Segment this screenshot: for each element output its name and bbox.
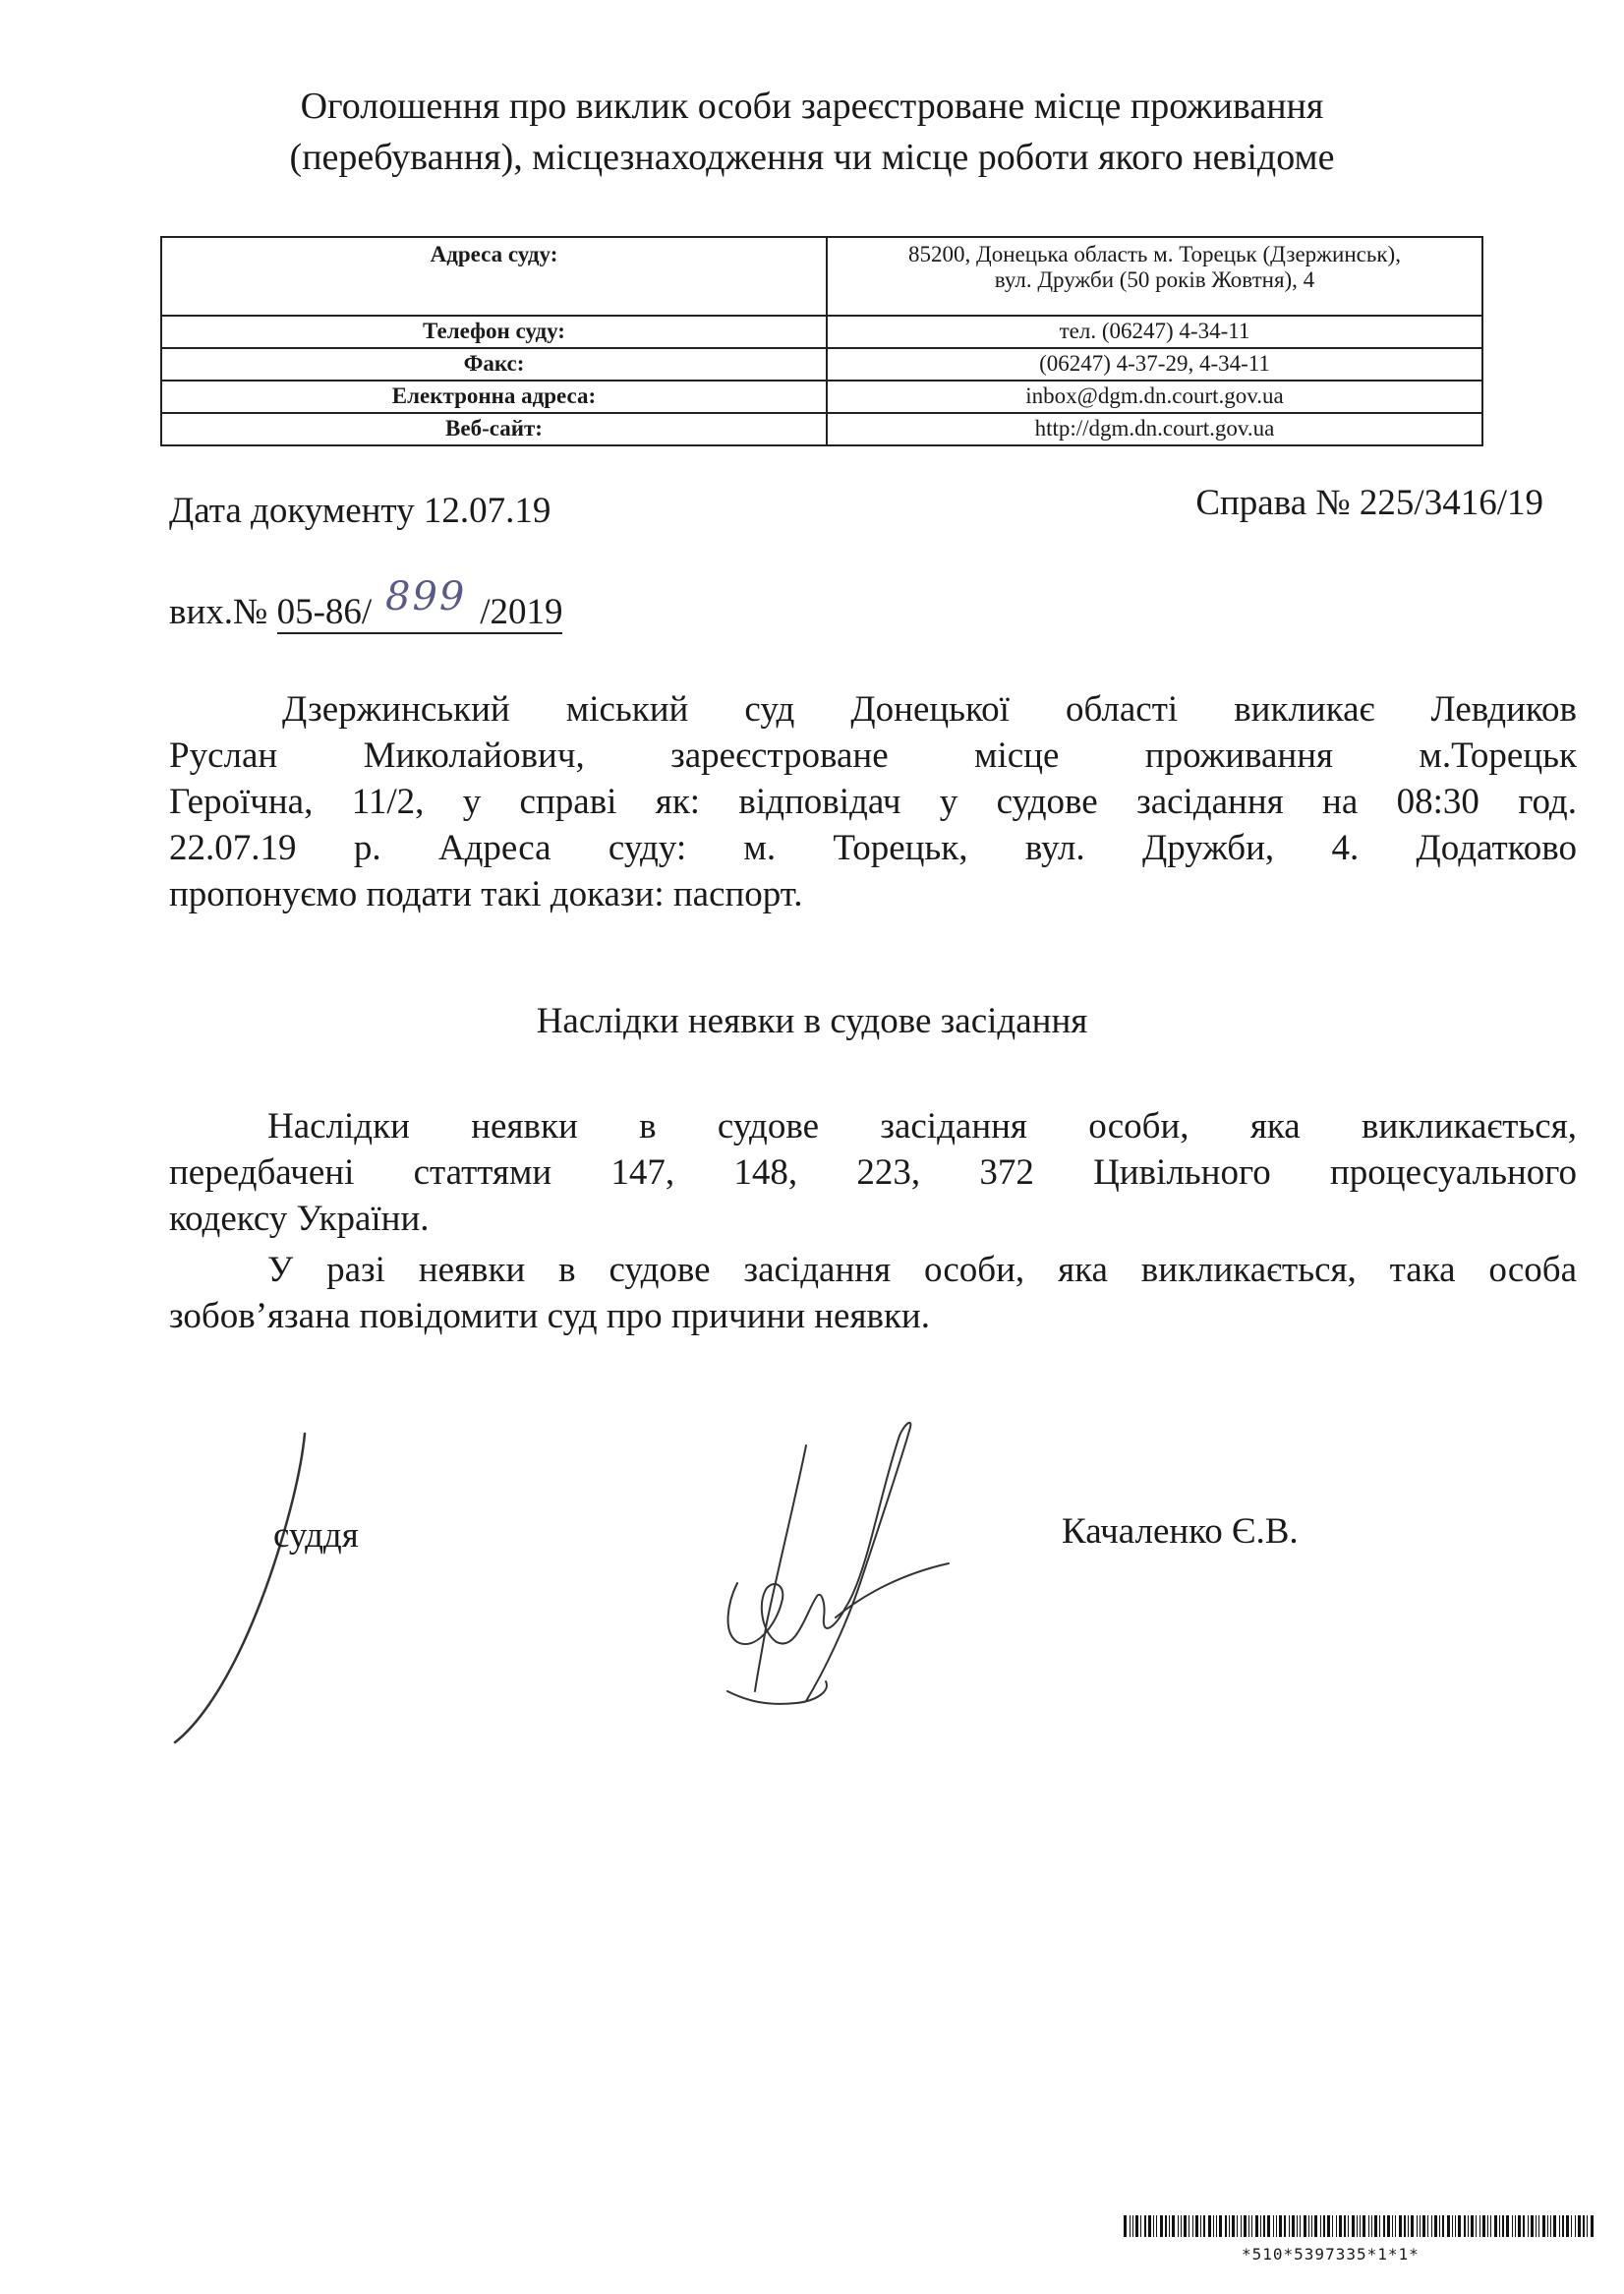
signature-role: суддя [273, 1515, 359, 1556]
barcode-bar [1538, 2215, 1539, 2237]
barcode-bar [1587, 2215, 1588, 2237]
barcode-bar [1172, 2215, 1175, 2237]
barcode-bar [1566, 2215, 1569, 2237]
barcode-bar [1304, 2215, 1306, 2237]
barcode-bar [1458, 2215, 1461, 2237]
signature-slash-mark [167, 1426, 324, 1750]
fax-value: (06247) 4-37-29, 4-34-11 [827, 348, 1482, 381]
barcode-bar [1471, 2215, 1474, 2237]
barcode-bar [1263, 2215, 1265, 2237]
barcode-bar [1289, 2215, 1290, 2237]
barcode-bar [1153, 2215, 1154, 2237]
barcode-bar [1531, 2215, 1534, 2237]
barcode-bar [1332, 2215, 1333, 2237]
barcode-bar [1314, 2215, 1317, 2237]
barcode-bar [1184, 2215, 1187, 2237]
website-label: Веб-сайт: [161, 413, 827, 445]
barcode-bar [1487, 2215, 1488, 2237]
barcode-bar [1512, 2215, 1513, 2237]
handwritten-number: 899 [385, 574, 467, 619]
barcode-bar [1515, 2215, 1516, 2237]
barcode-bar [1536, 2215, 1537, 2237]
barcode-bar [1357, 2215, 1358, 2237]
barcode-bar [1434, 2215, 1437, 2237]
barcode-bar [1494, 2215, 1497, 2237]
barcode-bar [1404, 2215, 1406, 2237]
barcode-bar [1276, 2215, 1277, 2237]
consequences-heading: Наслідки неявки в судове засідання [536, 1001, 1088, 1041]
barcode-bar [1452, 2215, 1453, 2237]
barcode-bar [1165, 2215, 1167, 2237]
judge-name: Качаленко Є.В. [1062, 1511, 1299, 1552]
barcode-bar [1431, 2215, 1432, 2237]
phone-value: тел. (06247) 4-34-11 [827, 316, 1482, 348]
barcode-bar [1447, 2215, 1450, 2237]
summons-line-3: Героїчна, 11/2, у справі як: відповідач у судове засідання на 08:30 год. [169, 782, 1577, 822]
barcode-bar [1323, 2215, 1325, 2237]
handwritten-signature [708, 1406, 963, 1721]
barcode-bar [1476, 2215, 1477, 2237]
barcode-bar [1169, 2215, 1170, 2237]
consequences-p2-line-2: зобов’язана повідомити суд про причини неявки. [169, 1296, 930, 1336]
barcode-bar [1225, 2215, 1227, 2237]
barcode-bar [1241, 2215, 1242, 2237]
barcode-bar [1363, 2215, 1365, 2237]
barcode-bar [1506, 2215, 1509, 2237]
barcode-bar [1339, 2215, 1342, 2237]
address-line-1: 85200, Донецька область м. Торецьк (Дзержинськ), [908, 242, 1401, 266]
barcode-bar [1371, 2215, 1372, 2237]
barcode-bar [1360, 2215, 1361, 2237]
barcode-bar [1528, 2215, 1529, 2237]
barcode-bar [1140, 2215, 1141, 2237]
barcode-bar [1203, 2215, 1205, 2237]
barcode-bar [1344, 2215, 1346, 2237]
barcode-bar [1411, 2215, 1414, 2237]
barcode-bar [1144, 2215, 1146, 2237]
barcode-bar [1490, 2215, 1491, 2237]
barcode-bar [1455, 2215, 1456, 2237]
barcode-bar [1439, 2215, 1440, 2237]
barcode-bar [1320, 2215, 1321, 2237]
barcode-bar [1232, 2215, 1235, 2237]
case-number: Справа № 225/3416/19 [1195, 483, 1543, 523]
barcode-bar [1502, 2215, 1504, 2237]
consequences-p1-line-1: Наслідки неявки в судове засідання особи, яка викликається, [267, 1106, 1577, 1147]
outgoing-number [169, 574, 563, 633]
barcode-bar [1132, 2215, 1133, 2237]
barcode-bar [1420, 2215, 1421, 2237]
address-line-2: вул. Дружби (50 років Жовтня), 4 [994, 267, 1315, 292]
barcode-bar [1178, 2215, 1179, 2237]
table-row [161, 237, 1482, 316]
barcode-bar [1482, 2215, 1485, 2237]
barcode-bar [1518, 2215, 1521, 2237]
barcode-bar [1213, 2215, 1214, 2237]
barcode-bar [1156, 2215, 1157, 2237]
barcode-bar [1479, 2215, 1480, 2237]
table-row [161, 413, 1482, 445]
barcode-bar [1219, 2215, 1222, 2237]
barcode-bar [1327, 2215, 1330, 2237]
court-info-table [160, 236, 1483, 446]
barcode-bar [1284, 2215, 1286, 2237]
barcode-bar [1559, 2215, 1560, 2237]
barcode-bar [1542, 2215, 1545, 2237]
barcode-bar [1130, 2215, 1131, 2237]
consequences-paragraph-1 [169, 1103, 1577, 1242]
table-row [161, 316, 1482, 348]
table-row [161, 348, 1482, 381]
outgoing-number-start: 05-86/ [276, 592, 373, 632]
consequences-paragraph-2 [169, 1247, 1577, 1339]
barcode-bar [1523, 2215, 1525, 2237]
barcode-bar [1260, 2215, 1261, 2237]
barcode-bar [1308, 2215, 1309, 2237]
summons-line-2: Руслан Миколайович, зареєстроване місце проживання м.Торецьк [169, 735, 1577, 776]
title-line-1: Оголошення про виклик особи зареєстроване місце проживання [300, 86, 1324, 127]
barcode-bar [1292, 2215, 1295, 2237]
barcode-bar [1311, 2215, 1312, 2237]
address-value [827, 237, 1482, 316]
barcode-text: *510*5397335*1*1* [1242, 2245, 1420, 2264]
barcode-bar [1550, 2215, 1551, 2237]
barcode-bar [1148, 2215, 1151, 2237]
barcode-bar [1273, 2215, 1274, 2237]
outgoing-number-field [276, 574, 563, 634]
barcode-bar [1591, 2215, 1594, 2237]
barcode-bar [1255, 2215, 1258, 2237]
barcode-bar [1422, 2215, 1425, 2237]
outgoing-number-end: /2019 [480, 592, 563, 632]
barcode-bar [1553, 2215, 1556, 2237]
barcode-bar [1267, 2215, 1270, 2237]
address-label: Адреса суду: [161, 237, 827, 316]
barcode-bar [1427, 2215, 1428, 2237]
fax-label: Факс: [161, 348, 827, 381]
barcode-bar [1229, 2215, 1230, 2237]
barcode-bar [1374, 2215, 1377, 2237]
barcode-bar [1464, 2215, 1466, 2237]
barcode-bar [1583, 2215, 1585, 2237]
barcode-bar [1408, 2215, 1409, 2237]
barcode-bar [1336, 2215, 1337, 2237]
email-label: Електронна адреса: [161, 381, 827, 413]
document-date: Дата документу 12.07.19 [169, 491, 551, 531]
barcode-bar [1399, 2215, 1402, 2237]
barcode-bar [1160, 2215, 1163, 2237]
barcode-bar [1368, 2215, 1369, 2237]
barcode-bar [1468, 2215, 1469, 2237]
consequences-p2-line-1: У разі неявки в судове засідання особи, яка викликається, така особа [267, 1250, 1577, 1290]
outgoing-prefix: вих.№ [169, 592, 277, 632]
barcode-bar [1192, 2215, 1193, 2237]
summons-paragraph [169, 686, 1577, 917]
barcode-bar [1442, 2215, 1444, 2237]
barcode-bar [1124, 2215, 1127, 2237]
barcode-bar [1575, 2215, 1576, 2237]
barcode-bar [1547, 2215, 1548, 2237]
barcode [1124, 2215, 1595, 2237]
barcode-bar [1251, 2215, 1252, 2237]
summons-line-4: 22.07.19 р. Адреса суду: м. Торецьк, вул. Дружби, 4. Додатково [169, 828, 1577, 868]
barcode-bar [1208, 2215, 1211, 2237]
barcode-bar [1571, 2215, 1572, 2237]
barcode-bar [1244, 2215, 1247, 2237]
title-line-2: (перебування), місцезнаходження чи місце роботи якого невідоме [289, 137, 1335, 178]
document-title [0, 81, 1624, 183]
summons-line-1: Дзержинський міський суд Донецької області викликає Левдиков [282, 689, 1577, 730]
summons-line-5: пропонуємо подати такі докази: паспорт. [169, 874, 803, 914]
consequences-p1-line-2: передбачені статтями 147, 148, 223, 372 Цивільного процесуального [169, 1152, 1577, 1193]
barcode-bar [1499, 2215, 1500, 2237]
barcode-bar [1216, 2215, 1217, 2237]
barcode-bar [1578, 2215, 1581, 2237]
barcode-bar [1297, 2215, 1298, 2237]
phone-label: Телефон суду: [161, 316, 827, 348]
barcode-bar [1200, 2215, 1201, 2237]
barcode-bar [1352, 2215, 1355, 2237]
barcode-bar [1135, 2215, 1138, 2237]
barcode-bar [1248, 2215, 1249, 2237]
barcode-bar [1237, 2215, 1238, 2237]
barcode-bar [1383, 2215, 1385, 2237]
barcode-bar [1395, 2215, 1396, 2237]
barcode-bar [1300, 2215, 1301, 2237]
barcode-bar [1387, 2215, 1390, 2237]
barcode-bar [1181, 2215, 1182, 2237]
email-value: inbox@dgm.dn.court.gov.ua [827, 381, 1482, 413]
table-row [161, 381, 1482, 413]
barcode-bar [1417, 2215, 1418, 2237]
barcode-bar [1348, 2215, 1349, 2237]
barcode-bar [1195, 2215, 1198, 2237]
barcode-bar [1279, 2215, 1282, 2237]
consequences-p1-line-3: кодексу України. [169, 1199, 430, 1239]
website-value: http://dgm.dn.court.gov.ua [827, 413, 1482, 445]
barcode-bar [1562, 2215, 1564, 2237]
barcode-bar [1392, 2215, 1393, 2237]
barcode-bar [1379, 2215, 1380, 2237]
